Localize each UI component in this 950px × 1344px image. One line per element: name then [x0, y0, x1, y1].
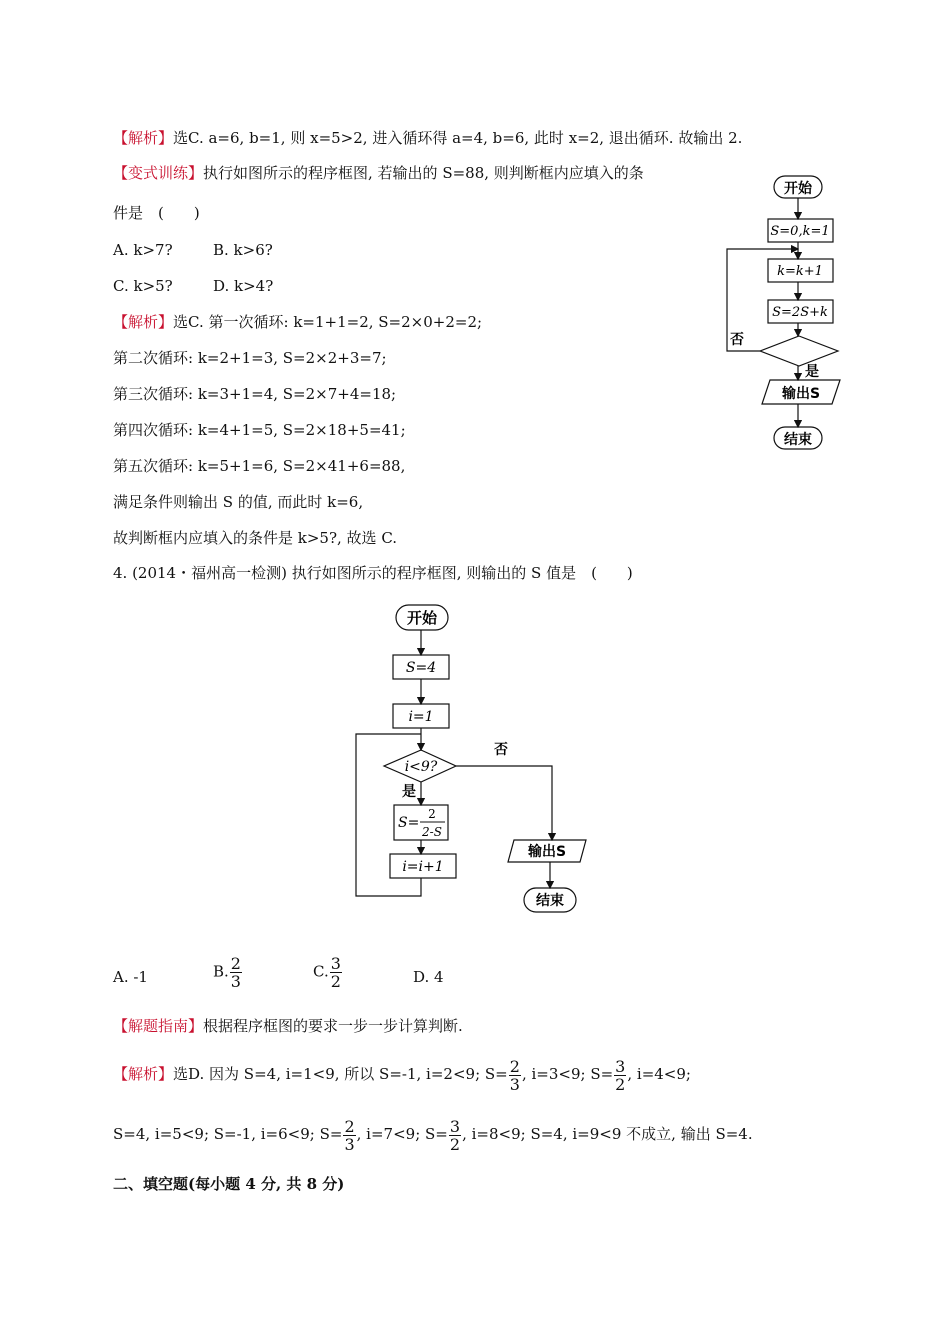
fraction: $\frac{3}{2}$ — [615, 1056, 626, 1094]
start-label: 开始 — [784, 181, 812, 197]
variant-question-cont: 件是 ( ) — [113, 204, 200, 222]
fraction: $\frac{2}{3}$ — [344, 1116, 355, 1154]
variant-question — [113, 163, 644, 183]
section-title: 二、填空题(每小题 4 分, 共 8 分) — [113, 1175, 345, 1193]
fraction: $\frac{3}{2}$ — [330, 954, 341, 991]
analysis-tag: 【解析】 — [113, 1065, 174, 1083]
variant-solution-line: 第三次循环: k=3+1=4, S=2×7+4=18; — [113, 385, 397, 403]
no-label: 否 — [494, 742, 508, 758]
fraction: $\frac{2}{3}$ — [230, 954, 241, 991]
no-label: 否 — [730, 332, 744, 348]
init-i-label: i=1 — [408, 709, 434, 725]
assign-numerator: 2 — [428, 807, 436, 821]
yes-label: 是 — [402, 784, 416, 800]
output-label: 输出S — [781, 386, 821, 402]
option-d: D. k>4? — [213, 277, 274, 295]
variant-text: 执行如图所示的程序框图, 若输出的 S=88, 则判断框内应填入的条 — [203, 164, 644, 182]
solution-text: 选C. a=6, b=1, 则 x=5>2, 进入循环得 a=4, b=6, 此时 x=2, 退出循环. 故输出 2. — [173, 129, 743, 147]
start-label: 开始 — [406, 609, 438, 627]
end-label: 结束 — [536, 893, 564, 909]
solution-paragraph — [113, 128, 742, 148]
guide-tag: 【解题指南】 — [113, 1017, 204, 1035]
flowchart-1 — [720, 170, 850, 455]
step2-label: S=2S+k — [772, 305, 828, 320]
option-b: B. k>6? — [213, 241, 273, 259]
analysis-tag: 【解析】 — [113, 129, 174, 147]
guide-paragraph: 【解题指南】根据程序框图的要求一步一步计算判断. — [113, 1017, 463, 1035]
question-4: 4. (2014・福州高一检测) 执行如图所示的程序框图, 则输出的 S 值是 ( ) — [113, 564, 633, 582]
variant-solution-line: 第五次循环: k=5+1=6, S=2×41+6=88, — [113, 457, 406, 475]
option-c: C. k>5? — [113, 277, 173, 295]
decision-diamond — [760, 336, 838, 366]
q4-solution-line-2: S=4, i=5<9; S=-1, i=6<9; S= $\frac{2}{3}$ , i=7<9; S= $\frac{3}{2}$ , i=8<9; S=4, i=9<9 不成立, 输出 S=4. — [113, 1116, 753, 1154]
variant-solution-line: 【解析】选C. 第一次循环: k=1+1=2, S=2×0+2=2; — [113, 313, 483, 331]
variant-solution-line: 第四次循环: k=4+1=5, S=2×18+5=41; — [113, 421, 406, 439]
variant-solution-line: 故判断框内应填入的条件是 k>5?, 故选 C. — [113, 529, 398, 547]
fraction: $\frac{2}{3}$ — [509, 1056, 520, 1094]
init-s-label: S=4 — [405, 660, 437, 676]
fraction: $\frac{3}{2}$ — [449, 1116, 461, 1154]
q4-solution-line-1: 【解析】选D. 因为 S=4, i=1<9, 所以 S=-1, i=2<9; S= $\frac{2}{3}$ , i=3<9; S= $\frac{3}{2}$ , i=4<9; — [113, 1056, 691, 1094]
end-label: 结束 — [784, 432, 812, 448]
variant-solution-line: 满足条件则输出 S 的值, 而此时 k=6, — [113, 493, 364, 511]
assign-denominator: 2-S — [422, 825, 442, 839]
assign-lhs: S= — [398, 815, 420, 831]
variant-solution-line: 第二次循环: k=2+1=3, S=2×2+3=7; — [113, 349, 387, 367]
flowchart-2 — [350, 600, 600, 920]
condition-label: i<9? — [404, 759, 438, 775]
step-label: i=i+1 — [402, 859, 444, 875]
analysis-tag: 【解析】 — [113, 313, 174, 331]
init-label: S=0,k=1 — [770, 224, 830, 239]
q4-option-c: C. $\frac{3}{2}$ — [313, 954, 341, 991]
yes-label: 是 — [805, 364, 819, 380]
q4-option-d: D. 4 — [413, 968, 444, 986]
step1-label: k=k+1 — [777, 264, 823, 279]
q4-option-b: B. $\frac{2}{3}$ — [213, 954, 241, 991]
q4-option-a: A. -1 — [113, 968, 148, 986]
option-a: A. k>7? — [113, 241, 173, 259]
output-label: 输出S — [527, 844, 567, 860]
variant-tag: 【变式训练】 — [113, 164, 204, 182]
